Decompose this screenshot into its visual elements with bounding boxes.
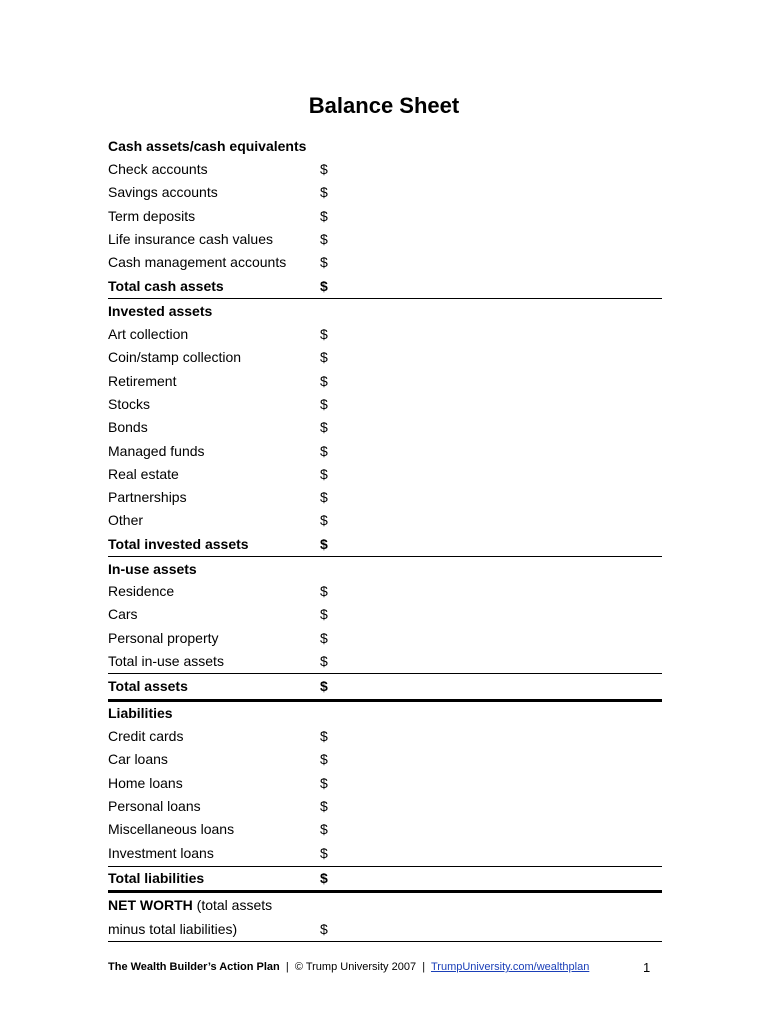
line-item-label: Cars [108,606,138,623]
line-item-label: Managed funds [108,442,205,459]
footer-book-title: The Wealth Builder’s Action Plan [108,961,280,973]
currency-field[interactable]: $ [320,797,328,814]
line-item-label: Bonds [108,419,148,436]
line-item [108,795,662,817]
line-item-label: Term deposits [108,207,196,224]
currency-field[interactable]: $ [320,821,328,838]
line-item [108,346,662,368]
line-item-label: Residence [108,583,175,599]
line-item-label: Cash management accounts [108,254,287,271]
line-item [108,416,662,438]
line-item-label: Coin/stamp collection [108,349,242,366]
line-item [108,393,662,415]
line-item-label: Total in-use assets [108,652,224,669]
currency-field[interactable]: $ [320,583,328,599]
currency-field[interactable]: $ [320,254,328,271]
net-worth-rest: (total assets [192,897,273,913]
currency-field[interactable]: $ [320,184,328,201]
currency-field[interactable]: $ [320,372,328,389]
line-item [108,650,662,672]
currency-field[interactable]: $ [320,278,328,294]
section-heading [108,300,662,322]
line-item-label: Total liabilities [108,870,205,886]
footer [108,961,662,973]
line-item [108,181,662,203]
currency-field[interactable]: $ [320,442,328,459]
line-item [108,370,662,392]
currency-field[interactable]: $ [320,844,328,861]
divider [108,673,662,674]
currency-field[interactable]: $ [320,161,328,177]
line-item-label: Art collection [108,326,189,342]
line-item-label: Home loans [108,774,183,791]
line-item-label: Credit cards [108,728,184,744]
currency-field[interactable]: $ [320,751,328,768]
line-item [108,158,662,180]
line-item [108,205,662,227]
divider [108,941,662,942]
divider [108,298,662,299]
line-item-label: Personal loans [108,797,201,814]
line-item-label: Savings accounts [108,184,218,201]
currency-field[interactable]: $ [320,629,328,646]
section-heading [108,135,662,157]
line-item-label: Total assets [108,678,188,694]
currency-field[interactable]: $ [320,489,328,506]
line-item-label: Investment loans [108,844,214,861]
line-item-label: Liabilities [108,705,173,721]
line-item [108,463,662,485]
line-item [108,486,662,508]
line-item [108,603,662,625]
line-item [108,725,662,747]
line-item [108,627,662,649]
divider [108,890,662,893]
line-item [108,748,662,770]
section-total [108,533,662,555]
currency-field[interactable]: $ [320,326,328,342]
currency-field[interactable]: $ [320,230,328,247]
line-item-label: In-use assets [108,561,197,577]
page-title: Balance Sheet [308,93,460,118]
total-assets [108,675,662,697]
currency-field[interactable]: $ [320,774,328,791]
currency-field[interactable]: $ [320,349,328,366]
net-worth-label [108,894,272,916]
currency-field[interactable]: $ [320,465,328,482]
line-item-label: Stocks [108,395,151,412]
net-worth-line1 [108,894,662,916]
line-item [108,842,662,864]
section-heading [108,558,662,580]
section-heading [108,702,662,724]
line-item [108,580,662,602]
currency-field[interactable]: $ [320,395,328,412]
currency-field[interactable]: $ [320,870,328,886]
currency-field[interactable]: $ [320,678,328,694]
line-item-label: Retirement [108,372,177,389]
line-item-label: minus total liabilities) [108,921,238,937]
currency-field[interactable]: $ [320,419,328,436]
line-item-label: Life insurance cash values [108,230,273,247]
line-item-label: Car loans [108,751,168,768]
currency-field[interactable]: $ [320,207,328,224]
line-item [108,818,662,840]
line-item-label: Personal property [108,629,219,646]
footer-link[interactable]: TrumpUniversity.com/wealthplan [430,961,590,973]
currency-field[interactable]: $ [320,921,328,937]
section-total [108,867,662,889]
line-item [108,323,662,345]
currency-field[interactable]: $ [320,606,328,623]
page-number: 1 [643,960,651,975]
section-total [108,275,662,297]
divider [108,556,662,557]
footer-copyright: © Trump University 2007 [294,961,417,973]
currency-field[interactable]: $ [320,652,328,669]
currency-field[interactable]: $ [320,728,328,744]
line-item-label: Invested assets [108,303,213,319]
net-worth-bold: NET WORTH [108,897,193,913]
line-item [108,440,662,462]
line-item [108,228,662,250]
line-item [108,251,662,273]
net-worth-line2 [108,918,662,940]
footer-separator: | [285,961,289,973]
line-item-label: Total cash assets [108,278,224,294]
footer-separator: | [422,961,426,973]
line-item-label: Partnerships [108,489,187,506]
line-item [108,509,662,531]
currency-field[interactable]: $ [320,536,328,552]
line-item-label: Miscellaneous loans [108,821,235,838]
line-item-label: Other [108,512,144,529]
line-item-label: Cash assets/cash equivalents [108,138,307,154]
line-item-label: Real estate [108,465,179,482]
line-item [108,772,662,794]
line-item-label: Total invested assets [108,536,249,552]
currency-field[interactable]: $ [320,512,328,529]
line-item-label: Check accounts [108,161,208,177]
